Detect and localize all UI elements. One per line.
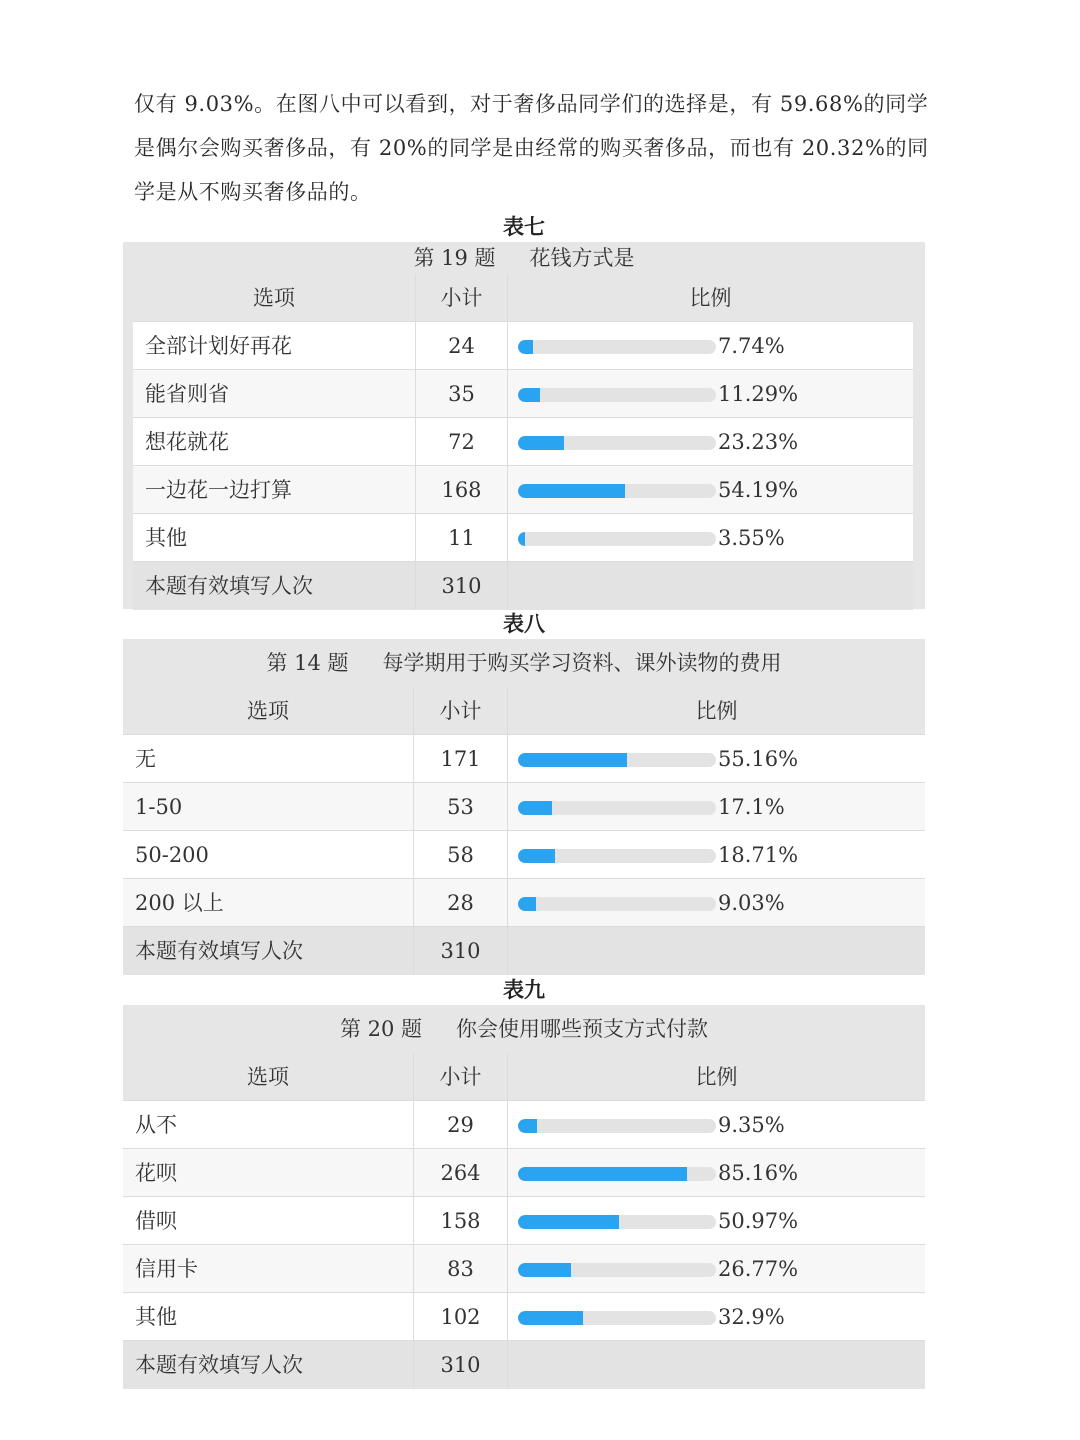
count-value: 83 [413, 1245, 507, 1293]
count-value: 11 [415, 514, 507, 562]
option-label: 信用卡 [135, 1257, 198, 1281]
progress-bar [518, 753, 716, 767]
progress-bar [518, 1167, 716, 1181]
option-label: 其他 [135, 1305, 177, 1329]
header-option: 选项 [247, 699, 289, 723]
total-label: 本题有效填写人次 [135, 939, 303, 963]
table-nine [123, 1005, 925, 1388]
option-label: 想花就花 [145, 430, 229, 454]
progress-bar-fill [518, 532, 525, 546]
table-row [123, 1197, 925, 1245]
ratio-cell [507, 879, 925, 927]
progress-bar-fill [518, 1119, 537, 1133]
option-label: 50-200 [135, 843, 209, 867]
count-value: 58 [413, 831, 507, 879]
percent-label: 85.16% [718, 1161, 799, 1185]
option-label: 从不 [135, 1113, 177, 1137]
count-value: 53 [413, 783, 507, 831]
table-caption: 表八 [503, 611, 545, 636]
count-value: 102 [413, 1293, 507, 1341]
progress-bar [518, 532, 716, 546]
table-row [133, 514, 913, 562]
table-row [123, 1293, 925, 1341]
table-row [123, 1149, 925, 1197]
total-count: 310 [413, 927, 507, 975]
ratio-cell [507, 514, 913, 562]
paragraph-line: 学是从不购买奢侈品的。 [134, 180, 372, 204]
count-value: 158 [413, 1197, 507, 1245]
ratio-cell [507, 418, 913, 466]
count-value: 171 [413, 735, 507, 783]
percent-label: 32.9% [718, 1305, 785, 1329]
total-ratio-cell [507, 562, 913, 610]
question-number: 第 19 题 [413, 246, 496, 270]
progress-bar [518, 897, 716, 911]
table-row [123, 1245, 925, 1293]
table-eight [123, 639, 925, 975]
header-count: 小计 [413, 687, 507, 735]
progress-bar-fill [518, 1311, 583, 1325]
header-row [123, 687, 925, 735]
progress-bar [518, 1119, 716, 1133]
progress-bar [518, 801, 716, 815]
progress-bar [518, 388, 716, 402]
header-ratio: 比例 [507, 274, 913, 322]
table-caption: 表七 [503, 214, 545, 239]
header-count: 小计 [415, 274, 507, 322]
progress-bar-fill [518, 1263, 571, 1277]
progress-bar [518, 849, 716, 863]
percent-label: 3.55% [718, 526, 785, 550]
ratio-cell [507, 735, 925, 783]
percent-label: 54.19% [718, 478, 799, 502]
table-row [123, 879, 925, 927]
question-text: 你会使用哪些预支方式付款 [456, 1017, 709, 1041]
percent-label: 9.03% [718, 891, 785, 915]
total-label: 本题有效填写人次 [145, 574, 313, 598]
table-row [123, 831, 925, 879]
option-label: 花呗 [135, 1161, 177, 1185]
total-count: 310 [415, 562, 507, 610]
percent-label: 18.71% [718, 843, 799, 867]
ratio-cell [507, 1245, 925, 1293]
progress-bar [518, 1311, 716, 1325]
progress-bar [518, 1215, 716, 1229]
progress-bar [518, 1263, 716, 1277]
total-row [123, 927, 925, 975]
progress-bar-fill [518, 849, 555, 863]
header-count: 小计 [413, 1053, 507, 1101]
table-row [123, 735, 925, 783]
ratio-cell [507, 370, 913, 418]
progress-bar-fill [518, 436, 564, 450]
percent-label: 9.35% [718, 1113, 785, 1137]
header-row [133, 274, 913, 322]
progress-bar [518, 340, 716, 354]
count-value: 168 [415, 466, 507, 514]
progress-bar-fill [518, 1167, 687, 1181]
count-value: 28 [413, 879, 507, 927]
progress-bar-fill [518, 1215, 619, 1229]
table-row [123, 783, 925, 831]
body-paragraph [134, 82, 934, 214]
ratio-cell [507, 1197, 925, 1245]
table-title [123, 639, 925, 687]
ratio-cell [507, 1101, 925, 1149]
header-option: 选项 [253, 286, 295, 310]
table-caption: 表九 [503, 977, 545, 1002]
total-label: 本题有效填写人次 [135, 1353, 303, 1377]
question-text: 花钱方式是 [529, 246, 635, 270]
option-label: 1-50 [135, 795, 183, 819]
percent-label: 23.23% [718, 430, 799, 454]
total-ratio-cell [507, 1341, 925, 1389]
progress-bar-fill [518, 897, 536, 911]
table-row [133, 466, 913, 514]
ratio-cell [507, 466, 913, 514]
option-label: 一边花一边打算 [145, 478, 292, 502]
count-value: 264 [413, 1149, 507, 1197]
progress-bar-fill [518, 388, 540, 402]
paragraph-line: 是偶尔会购买奢侈品，有 20%的同学是由经常的购买奢侈品，而也有 20.32%的同 [134, 136, 929, 160]
percent-label: 17.1% [718, 795, 785, 819]
percent-label: 26.77% [718, 1257, 799, 1281]
header-option: 选项 [247, 1065, 289, 1089]
total-row [133, 562, 913, 610]
option-label: 无 [135, 747, 156, 771]
total-count: 310 [413, 1341, 507, 1389]
percent-label: 50.97% [718, 1209, 799, 1233]
option-label: 能省则省 [145, 382, 229, 406]
total-ratio-cell [507, 927, 925, 975]
ratio-cell [507, 1293, 925, 1341]
table-seven [123, 242, 925, 609]
ratio-cell [507, 1149, 925, 1197]
count-value: 29 [413, 1101, 507, 1149]
progress-bar-fill [518, 801, 552, 815]
ratio-cell [507, 783, 925, 831]
question-text: 每学期用于购买学习资料、课外读物的费用 [382, 651, 782, 675]
progress-bar-fill [518, 340, 533, 354]
option-label: 200 以上 [135, 891, 224, 915]
question-number: 第 14 题 [266, 651, 349, 675]
table-row [133, 322, 913, 370]
progress-bar-fill [518, 753, 627, 767]
option-label: 全部计划好再花 [145, 334, 292, 358]
percent-label: 11.29% [718, 382, 799, 406]
table-title [123, 1005, 925, 1053]
header-ratio: 比例 [507, 687, 925, 735]
count-value: 24 [415, 322, 507, 370]
table-row [133, 370, 913, 418]
count-value: 72 [415, 418, 507, 466]
table-row [123, 1101, 925, 1149]
table-title [123, 242, 925, 274]
table-row [133, 418, 913, 466]
progress-bar [518, 484, 716, 498]
header-row [123, 1053, 925, 1101]
progress-bar-fill [518, 484, 625, 498]
ratio-cell [507, 322, 913, 370]
header-ratio: 比例 [507, 1053, 925, 1101]
total-row [123, 1341, 925, 1389]
percent-label: 55.16% [718, 747, 799, 771]
question-number: 第 20 题 [339, 1017, 423, 1041]
option-label: 借呗 [135, 1209, 177, 1233]
ratio-cell [507, 831, 925, 879]
count-value: 35 [415, 370, 507, 418]
paragraph-line: 仅有 9.03%。在图八中可以看到，对于奢侈品同学们的选择是，有 59.68%的同学 [134, 92, 929, 116]
option-label: 其他 [145, 526, 187, 550]
percent-label: 7.74% [718, 334, 785, 358]
progress-bar [518, 436, 716, 450]
